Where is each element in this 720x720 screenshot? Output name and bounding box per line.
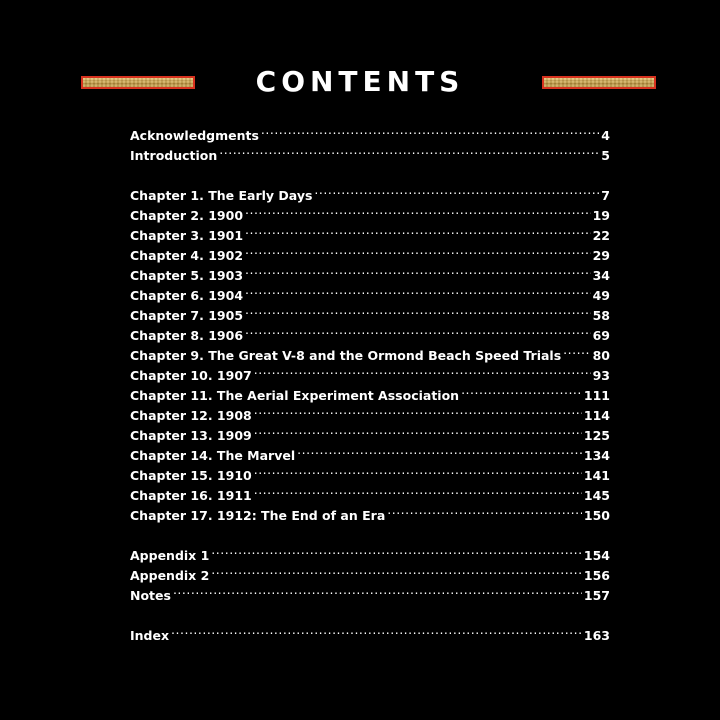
dot-leader (219, 140, 599, 160)
toc-entry-label: Chapter 13. 1909 (130, 428, 252, 443)
toc-entry-page-number: 49 (592, 288, 610, 303)
dot-leader (245, 260, 591, 280)
toc-entry-page-number: 34 (592, 268, 610, 283)
toc-entry-label: Chapter 9. The Great V-8 and the Ormond Beach Speed Trials (130, 348, 562, 363)
toc-entry-label: Chapter 10. 1907 (130, 368, 252, 383)
page-header (0, 62, 720, 102)
toc-entry-label: Chapter 14. The Marvel (130, 448, 296, 463)
toc-entry-label: Chapter 11. The Aerial Experiment Association (130, 388, 460, 403)
table-of-contents (130, 120, 610, 643)
toc-entry-page-number: 125 (583, 428, 610, 443)
dot-leader (387, 500, 582, 520)
gold-bar-right (542, 76, 656, 89)
dot-leader (245, 220, 591, 240)
dot-leader (254, 480, 582, 500)
toc-entry-page-number: 141 (583, 468, 610, 483)
dot-leader (245, 280, 591, 300)
toc-entry-label: Chapter 12. 1908 (130, 408, 252, 423)
toc-entry-label: Chapter 8. 1906 (130, 328, 244, 343)
dot-leader (245, 300, 591, 320)
dot-leader (261, 120, 599, 140)
toc-entry-label: Introduction (130, 148, 218, 163)
dot-leader (254, 420, 582, 440)
section-spacer (130, 600, 610, 620)
toc-entry-label: Index (130, 628, 170, 643)
toc-entry-page-number: 4 (601, 128, 610, 143)
dot-leader (254, 460, 582, 480)
toc-entry-label: Notes (130, 588, 171, 603)
dot-leader (314, 180, 599, 200)
toc-entry-page-number: 22 (592, 228, 610, 243)
dot-leader (173, 580, 582, 600)
toc-entry-page-number: 134 (583, 448, 610, 463)
dot-leader (254, 360, 591, 380)
toc-entry-page-number: 80 (592, 348, 610, 363)
dot-leader (211, 560, 582, 580)
page-title: CONTENTS (255, 65, 465, 98)
dot-leader (297, 440, 582, 460)
toc-entry-page-number: 157 (583, 588, 610, 603)
dot-leader (211, 540, 582, 560)
dot-leader (254, 400, 582, 420)
toc-entry[interactable] (130, 180, 610, 203)
dot-leader (461, 380, 582, 400)
toc-entry-label: Chapter 1. The Early Days (130, 188, 313, 203)
dot-leader (245, 240, 591, 260)
toc-entry[interactable] (130, 580, 610, 603)
toc-entry-page-number: 19 (592, 208, 610, 223)
toc-entry-page-number: 150 (583, 508, 610, 523)
toc-entry-page-number: 69 (592, 328, 610, 343)
toc-entry-page-number: 58 (592, 308, 610, 323)
toc-entry-label: Appendix 1 (130, 548, 210, 563)
toc-entry-label: Chapter 5. 1903 (130, 268, 244, 283)
toc-entry[interactable] (130, 120, 610, 143)
toc-entry[interactable] (130, 620, 610, 643)
toc-entry-page-number: 29 (592, 248, 610, 263)
toc-entry-page-number: 156 (583, 568, 610, 583)
dot-leader (171, 620, 582, 640)
toc-entry-page-number: 114 (583, 408, 610, 423)
dot-leader (245, 200, 591, 220)
toc-entry-label: Chapter 16. 1911 (130, 488, 252, 503)
toc-entry-page-number: 145 (583, 488, 610, 503)
toc-entry-label: Chapter 17. 1912: The End of an Era (130, 508, 386, 523)
toc-entry-label: Chapter 3. 1901 (130, 228, 244, 243)
toc-entry-label: Appendix 2 (130, 568, 210, 583)
toc-entry-label: Chapter 4. 1902 (130, 248, 244, 263)
toc-entry-page-number: 163 (583, 628, 610, 643)
toc-entry-page-number: 154 (583, 548, 610, 563)
toc-entry-label: Chapter 7. 1905 (130, 308, 244, 323)
toc-entry-page-number: 7 (601, 188, 610, 203)
toc-entry-page-number: 111 (583, 388, 610, 403)
toc-entry-page-number: 93 (592, 368, 610, 383)
dot-leader (563, 340, 590, 360)
toc-entry[interactable] (130, 540, 610, 563)
toc-entry-label: Chapter 2. 1900 (130, 208, 244, 223)
toc-entry-label: Chapter 15. 1910 (130, 468, 252, 483)
toc-entry-page-number: 5 (601, 148, 610, 163)
toc-entry-label: Chapter 6. 1904 (130, 288, 244, 303)
dot-leader (245, 320, 591, 340)
toc-entry-label: Acknowledgments (130, 128, 259, 143)
